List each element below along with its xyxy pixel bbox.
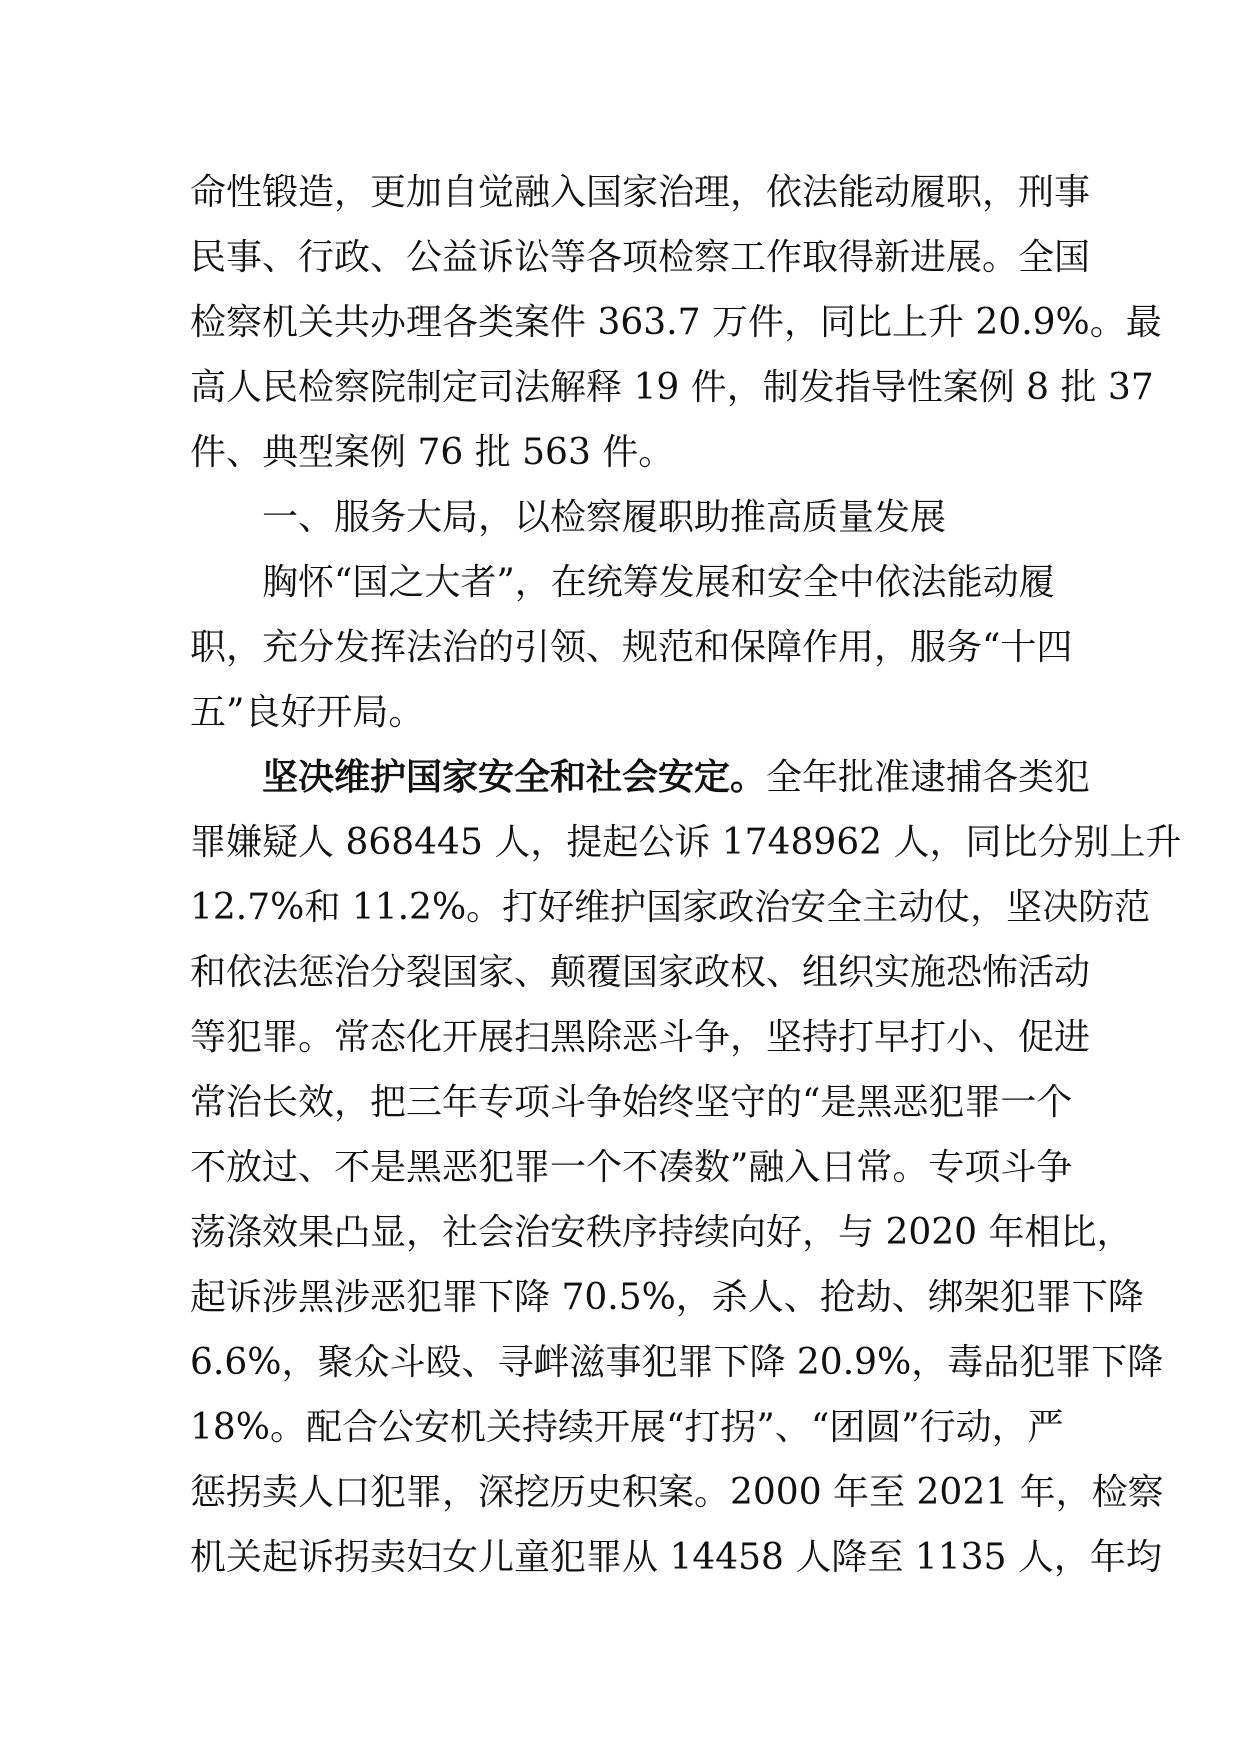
text-line: 不放过、不是黑恶犯罪一个不凑数”融入日常。专项斗争 — [190, 1147, 1073, 1188]
text-line: 罪嫌疑人 868445 人，提起公诉 1748962 人，同比分别上升 — [190, 822, 1182, 863]
text-line: 命性锻造，更加自觉融入国家治理，依法能动履职，刑事 — [190, 172, 1091, 213]
text-line: 职，充分发挥法治的引领、规范和保障作用，服务“十四 — [190, 627, 1073, 668]
text-segment: 全年批准逮捕各类犯 — [766, 757, 1091, 798]
document-page — [190, 160, 1182, 1590]
bold-lead-sentence: 坚决维护国家安全和社会安定。 — [262, 757, 767, 798]
section-heading: 一、服务大局，以检察履职助推高质量发展 — [262, 497, 947, 538]
text-line: 检察机关共办理各类案件 363.7 万件，同比上升 20.9%。最 — [190, 302, 1162, 343]
text-line: 常治长效，把三年专项斗争始终坚守的“是黑恶犯罪一个 — [190, 1082, 1073, 1123]
text-line: 和依法惩治分裂国家、颠覆国家政权、组织实施恐怖活动 — [190, 952, 1091, 993]
text-line-with-lead — [190, 745, 1091, 810]
text-line: 高人民检察院制定司法解释 19 件，制发指导性案例 8 批 37 — [190, 367, 1154, 408]
paragraph-national-security — [190, 745, 1182, 1590]
text-line: 机关起诉拐卖妇女儿童犯罪从 14458 人降至 1135 人，年均 — [190, 1537, 1162, 1578]
text-line: 惩拐卖人口犯罪，深挖历史积案。2000 年至 2021 年，检察 — [190, 1472, 1164, 1513]
text-line: 胸怀“国之大者”，在统筹发展和安全中依法能动履 — [262, 562, 1055, 603]
text-line: 等犯罪。常态化开展扫黑除恶斗争，坚持打早打小、促进 — [190, 1017, 1091, 1058]
text-line: 五”良好开局。 — [190, 692, 425, 733]
text-line: 18%。配合公安机关持续开展“打拐”、“团圆”行动，严 — [190, 1407, 1064, 1448]
text-line: 民事、行政、公益诉讼等各项检察工作取得新进展。全国 — [190, 237, 1091, 278]
text-line: 6.6%，聚众斗殴、寻衅滋事犯罪下降 20.9%，毒品犯罪下降 — [190, 1342, 1164, 1383]
paragraph-serve-overall — [190, 550, 1073, 745]
text-line: 12.7%和 11.2%。打好维护国家政治安全主动仗，坚决防范 — [190, 887, 1151, 928]
text-line: 件、典型案例 76 批 563 件。 — [190, 432, 675, 473]
text-line: 荡涤效果凸显，社会治安秩序持续向好，与 2020 年相比， — [190, 1212, 1133, 1253]
text-line: 起诉涉黑涉恶犯罪下降 70.5%，杀人、抢劫、绑架犯罪下降 — [190, 1277, 1144, 1318]
paragraph-case-statistics — [190, 160, 1162, 485]
